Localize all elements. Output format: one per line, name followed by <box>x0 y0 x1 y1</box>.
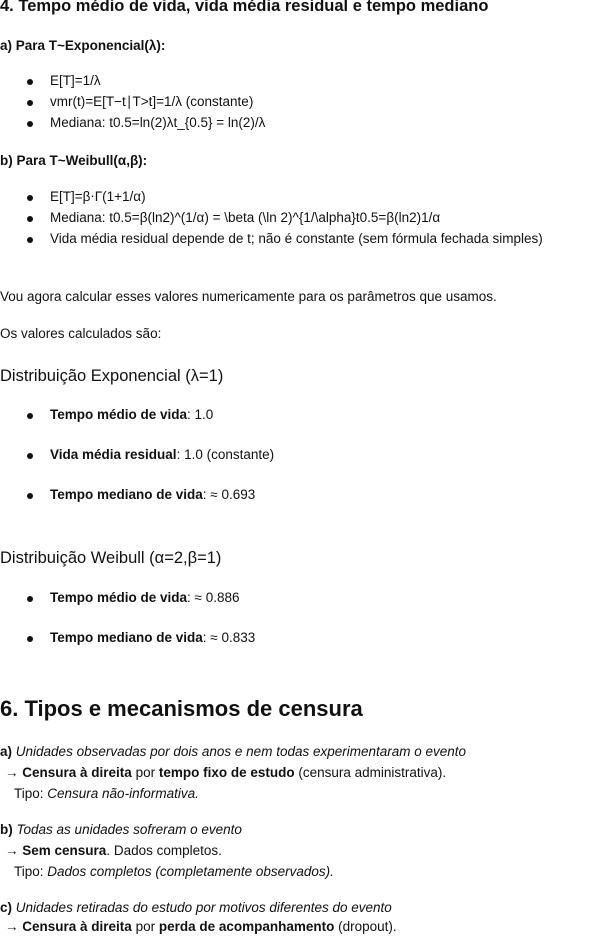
censoring-case-a-type: Tipo: Censura não-informativa. <box>14 786 199 801</box>
list-item: vmr(t)=E[T−t∣T>t]=1/λ (constante) <box>0 94 265 115</box>
censoring-case-a-answer: → Censura à direita por tempo fixo de estudo (censura administrativa). <box>5 765 447 780</box>
bullet-icon <box>27 195 33 201</box>
bullet-icon <box>27 79 33 85</box>
list-item: Tempo médio de vida: ≈ 0.886 <box>0 590 255 630</box>
bullet-icon <box>27 636 33 642</box>
censoring-case-b-type: Tipo: Dados completos (completamente observados). <box>14 864 334 879</box>
weibull-results-list <box>0 590 255 670</box>
weibull-formula-list <box>0 189 543 252</box>
arrow-right-icon: → <box>5 765 19 780</box>
list-item: Tempo médio de vida: 1.0 <box>0 407 274 447</box>
bullet-icon <box>27 596 33 602</box>
bullet-icon <box>27 121 33 127</box>
bullet-icon <box>27 237 33 243</box>
exponential-formula-list <box>0 73 265 136</box>
bullet-icon <box>27 216 33 222</box>
weibull-heading: Distribuição Weibull (α=2,β=1) <box>0 549 222 567</box>
list-item: Vida média residual depende de t; não é constante (sem fórmula fechada simples) <box>0 231 543 252</box>
censoring-case-c-question: c) Unidades retiradas do estudo por motivos diferentes do evento <box>0 900 392 915</box>
subsection-b-heading: b) Para T~Weibull(α,β): <box>0 153 148 168</box>
list-item: E[T]=1/λ <box>0 73 265 94</box>
bullet-icon <box>27 453 33 459</box>
arrow-right-icon: → <box>5 919 19 934</box>
list-item: E[T]=β⋅Γ(1+1/α) <box>0 189 543 210</box>
censoring-case-c-answer: → Censura à direita por perda de acompanhamento (dropout). <box>5 919 397 934</box>
subsection-a-heading: a) Para T~Exponencial(λ): <box>0 38 166 53</box>
bullet-icon <box>27 413 33 419</box>
arrow-right-icon: → <box>5 843 19 858</box>
bullet-icon <box>27 100 33 106</box>
exponential-results-list <box>0 407 274 527</box>
censoring-case-b-answer: → Sem censura. Dados completos. <box>5 843 222 858</box>
censoring-case-a-question: a) Unidades observadas por dois anos e nem todas experimentaram o evento <box>0 744 467 759</box>
section-4-title: 4. Tempo médio de vida, vida média residual e tempo mediano <box>0 0 489 15</box>
list-item: Mediana: t0.5=β(ln2)^(1/α) = \beta (\ln 2)^{1/\alpha}t0.5=β(ln2)1/α <box>0 210 543 231</box>
list-item: Tempo mediano de vida: ≈ 0.833 <box>0 630 255 670</box>
computed-paragraph: Os valores calculados são: <box>0 326 162 341</box>
section-6-title: 6. Tipos e mecanismos de censura <box>0 696 363 721</box>
censoring-case-b-question: b) Todas as unidades sofreram o evento <box>0 822 242 837</box>
list-item: Tempo mediano de vida: ≈ 0.693 <box>0 487 274 527</box>
exponential-heading: Distribuição Exponencial (λ=1) <box>0 367 224 385</box>
list-item: Mediana: t0.5=ln(2)λt_{0.5} = ln(2)/λ <box>0 115 265 136</box>
intro-paragraph: Vou agora calcular esses valores numericamente para os parâmetros que usamos. <box>0 289 497 304</box>
list-item: Vida média residual: 1.0 (constante) <box>0 447 274 487</box>
bullet-icon <box>27 493 33 499</box>
